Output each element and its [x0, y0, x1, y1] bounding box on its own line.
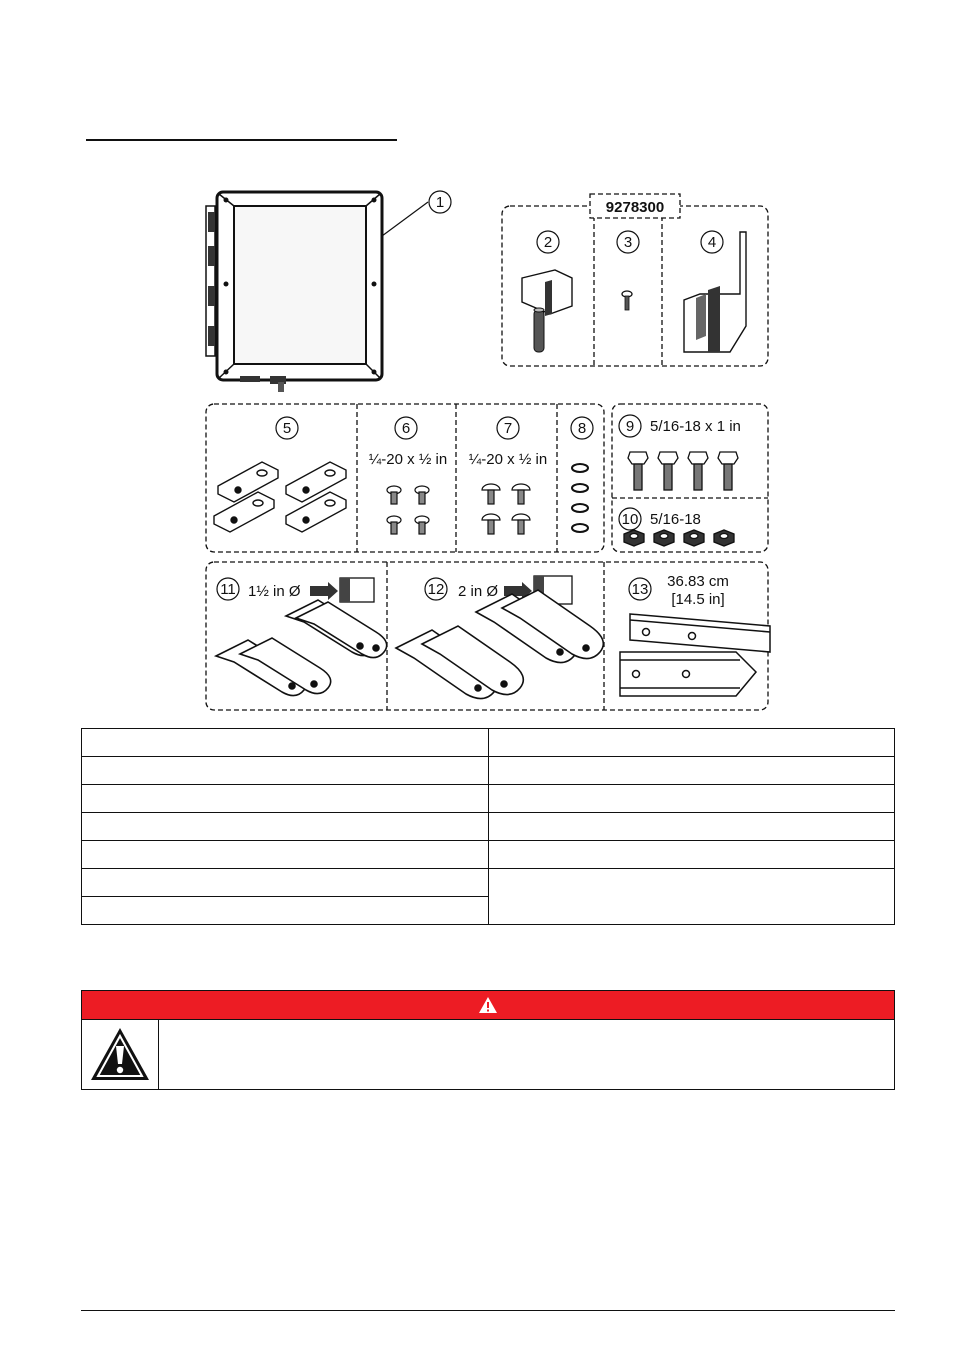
parts-illustration	[200, 186, 772, 716]
enclosure-drawing	[206, 192, 428, 392]
item-11-spec: 1½ in Ø	[248, 583, 301, 600]
table-cell	[488, 869, 895, 925]
table-cell	[82, 869, 489, 897]
small-screw-drawing	[622, 291, 632, 310]
warning-box	[81, 990, 895, 1090]
item-13-spec-in: [14.5 in]	[671, 591, 725, 608]
table-cell	[82, 897, 489, 925]
table-cell	[82, 757, 489, 785]
section-heading-underline	[86, 139, 397, 141]
lock-washers-drawing	[572, 464, 588, 532]
pipe-clamps-large-drawing	[396, 590, 603, 699]
table-cell	[488, 813, 895, 841]
table-cell	[488, 757, 895, 785]
table-cell	[82, 813, 489, 841]
hinge-bracket-drawing	[522, 270, 572, 352]
flat-screws-drawing	[387, 486, 429, 534]
callout-6: 6	[401, 420, 411, 437]
callout-12: 12	[427, 581, 445, 598]
item-13-spec-cm: 36.83 cm	[667, 573, 729, 590]
item-9-spec: 5/16-18 x 1 in	[650, 418, 741, 435]
table-row	[82, 813, 895, 841]
callout-4: 4	[707, 234, 717, 251]
item-6-spec: ¼-20 x ½ in	[368, 451, 448, 468]
hex-nuts-drawing	[624, 530, 734, 546]
table-row	[82, 841, 895, 869]
callout-5: 5	[282, 420, 292, 437]
hex-bolts-drawing	[628, 452, 738, 490]
table-cell	[488, 729, 895, 757]
table-cell	[82, 729, 489, 757]
callout-9: 9	[625, 418, 635, 435]
callout-13: 13	[631, 581, 649, 598]
kit-part-number: 9278300	[605, 199, 665, 216]
table-row	[82, 729, 895, 757]
callout-11: 11	[220, 581, 236, 598]
pan-screws-drawing	[482, 484, 530, 534]
callout-7: 7	[503, 420, 513, 437]
table-row	[82, 785, 895, 813]
channel-strut-drawing	[620, 614, 770, 696]
warning-body	[82, 1019, 894, 1089]
callout-1: 1	[435, 194, 445, 211]
footer-rule	[81, 1310, 895, 1311]
callout-2: 2	[543, 234, 553, 251]
parts-table	[81, 728, 895, 925]
warning-header-bar	[82, 991, 894, 1020]
table-cell	[488, 785, 895, 813]
table-cell	[82, 785, 489, 813]
item-12-spec: 2 in Ø	[458, 583, 499, 600]
table-cell	[82, 841, 489, 869]
item-10-spec: 5/16-18	[650, 511, 701, 528]
warning-icon-cell	[82, 1019, 159, 1089]
rubber-pads-drawing	[214, 462, 346, 532]
pipe-clamps-small-drawing	[216, 600, 387, 696]
callout-10: 10	[621, 511, 639, 528]
item-7-spec: ¼-20 x ½ in	[468, 451, 548, 468]
warning-triangle-icon	[478, 996, 498, 1014]
table-cell	[488, 841, 895, 869]
pipe-arrow-small-drawing	[310, 578, 374, 602]
table-row	[82, 757, 895, 785]
warning-triangle-icon	[89, 1026, 151, 1082]
table-row	[82, 869, 895, 897]
callout-8: 8	[577, 420, 587, 437]
callout-3: 3	[623, 234, 633, 251]
